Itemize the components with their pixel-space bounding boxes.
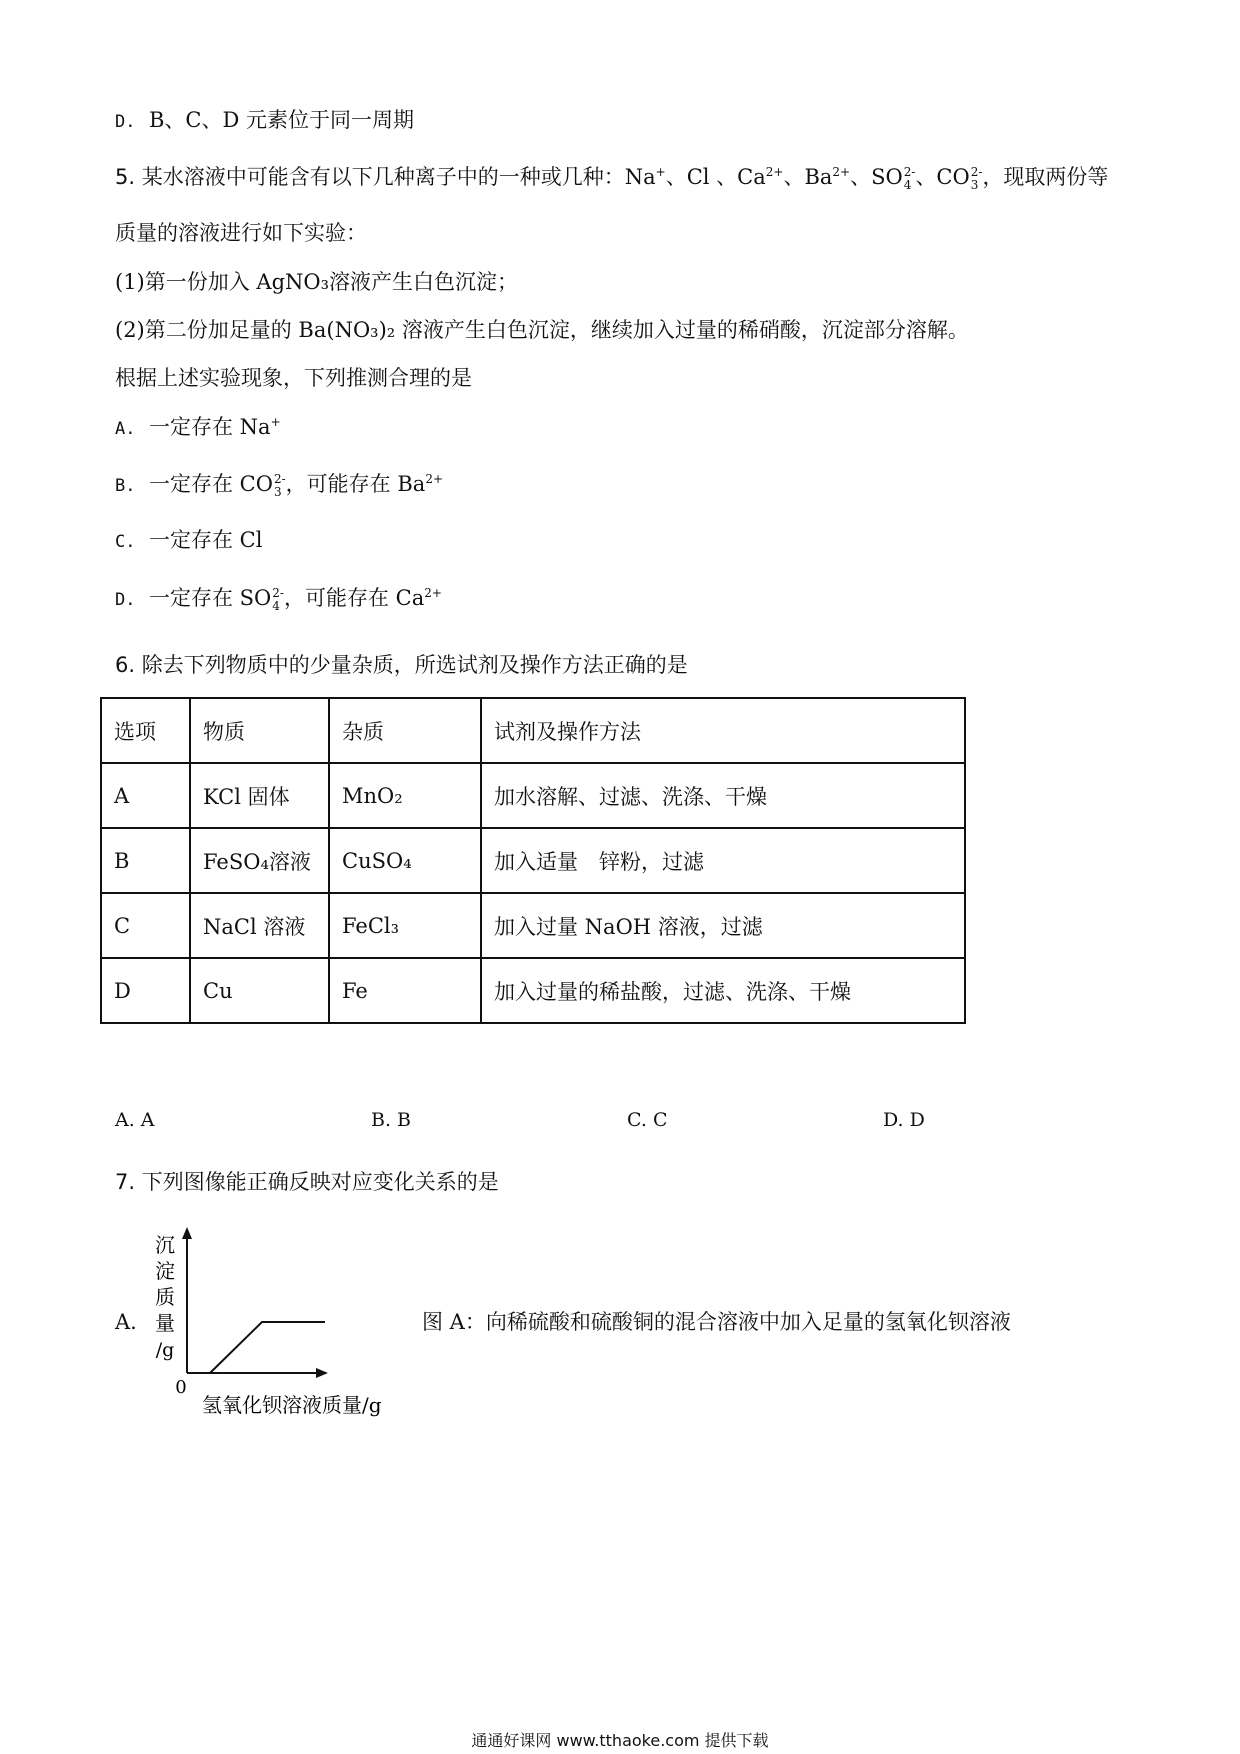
- q6-stem: [115, 655, 688, 676]
- q5-option-c: [115, 530, 262, 551]
- q7-stem: [115, 1172, 499, 1193]
- q5-stem-part: 某水溶液中可能含有以下几种离子中的一种或几种：Na: [141, 165, 656, 190]
- table-cell: C: [101, 893, 190, 958]
- y-axis-label-char: 沉: [155, 1233, 175, 1257]
- table-cell: NaCl 溶液: [190, 893, 329, 958]
- sulfate-charge: 2- 4: [272, 586, 284, 613]
- table-cell: 加水溶解、过滤、洗涤、干燥: [481, 763, 965, 828]
- table-cell: 加入适量 锌粉，过滤: [481, 828, 965, 893]
- y-axis-label-char: 质: [155, 1285, 175, 1309]
- table-row: [101, 828, 965, 893]
- table-header-row: [101, 698, 965, 763]
- q7-stem-text: 下列图像能正确反映对应变化关系的是: [141, 1170, 499, 1194]
- q6-answer-a[interactable]: A. A: [115, 1109, 155, 1131]
- q5-stem-text: 某水溶液中可能含有以下几种离子中的一种或几种：Na+、Cl 、$Ca^{2+}$、$Ba^{2+}$、SO 2- 4 、CO 2- 3 ，现取两份等: [141, 165, 1109, 192]
- q5-stem-line2: 质量的溶液进行如下实验：: [115, 221, 367, 245]
- y-axis-label-char: 量: [155, 1311, 175, 1335]
- table-cell: FeCl₃: [329, 893, 481, 958]
- q6-answer-c[interactable]: C. C: [627, 1109, 668, 1131]
- table-header-cell: 选项: [101, 698, 190, 763]
- q5-option-d: D. 一定存在 SO 2- 4 ，可能存在 $Ca^{2+}$: [115, 586, 442, 613]
- q6-options-table: [100, 697, 966, 1024]
- q5-experiment-2: (2)第二份加足量的 Ba(NO₃)₂ 溶液产生白色沉淀，继续加入过量的稀硝酸，沉淀部分溶解。: [115, 318, 969, 342]
- carbonate-charge: 2- 3: [273, 472, 286, 499]
- q6-stem-text: 除去下列物质中的少量杂质，所选试剂及操作方法正确的是: [141, 653, 688, 677]
- q4-option-d-label: D.: [115, 112, 136, 132]
- table-header-cell: 试剂及操作方法: [481, 698, 965, 763]
- q5-option-b: B. 一定存在 CO 2- 3 ，可能存在 $Ba^{2+}$: [115, 472, 444, 499]
- q5-question: 根据上述实验现象，下列推测合理的是: [115, 366, 472, 390]
- table-row: [101, 763, 965, 828]
- table-cell: A: [101, 763, 190, 828]
- q5-option-b-label: B.: [115, 476, 136, 497]
- y-axis-label-unit: /g: [155, 1339, 175, 1361]
- q4-option-d-text: B、C、D 元素位于同一周期: [149, 108, 415, 132]
- q7-graph-a: [140, 1225, 420, 1420]
- q5-option-a-label: A.: [115, 419, 136, 439]
- q5-experiment-1: (1)第一份加入 AgNO₃溶液产生白色沉淀；: [115, 270, 519, 294]
- table-cell: Cu: [190, 958, 329, 1023]
- table-cell: FeSO₄溶液: [190, 828, 329, 893]
- origin-label: 0: [175, 1377, 187, 1398]
- table-cell: B: [101, 828, 190, 893]
- q4-option-d: [115, 110, 414, 131]
- q7-graph-a-caption: 图 A：向稀硫酸和硫酸铜的混合溶液中加入足量的氢氧化钡溶液: [422, 1310, 1011, 1334]
- q6-answer-d[interactable]: D. D: [883, 1109, 925, 1131]
- q5-stem: [115, 166, 1108, 191]
- y-axis-label-char: 淀: [155, 1259, 175, 1283]
- q5-option-a-text: 一定存在 Na: [149, 415, 271, 439]
- q5-stem-part: 、CO: [915, 165, 970, 190]
- q5-number: 5.: [115, 165, 136, 190]
- q5-option-b-text: 一定存在 CO: [149, 472, 273, 497]
- table-cell: Fe: [329, 958, 481, 1023]
- table-cell: MnO₂: [329, 763, 481, 828]
- q5-option-d-text: ，可能存在 Ca: [283, 586, 425, 611]
- q6-answer-b[interactable]: B. B: [371, 1109, 412, 1131]
- table-row: [101, 893, 965, 958]
- q5-option-d-text: 一定存在 SO: [149, 586, 272, 611]
- page-footer: 通通好课网 www.tthaoke.com 提供下载: [471, 1731, 769, 1750]
- x-axis-label: 氢氧化钡溶液质量/g: [202, 1393, 382, 1417]
- carbonate-charge: 2- 3: [970, 165, 983, 192]
- table-row: [101, 958, 965, 1023]
- q5-stem-part: 、Ca: [716, 165, 766, 190]
- q5-option-c-text: 一定存在 Cl: [149, 528, 263, 552]
- table-cell: 加入过量的稀盐酸，过滤、洗涤、干燥: [481, 958, 965, 1023]
- q5-option-a: A. 一定存在 Na+: [115, 415, 281, 439]
- sulfate-charge: 2- 4: [903, 165, 916, 192]
- q5-option-d-label: D.: [115, 590, 136, 611]
- table-header-cell: 物质: [190, 698, 329, 763]
- q5-stem-part: ，现取两份等: [982, 165, 1109, 190]
- q5-option-c-label: C.: [115, 532, 136, 552]
- graph-curve: [210, 1322, 325, 1373]
- q5-stem-part: 、Cl: [665, 165, 717, 190]
- table-header-cell: 杂质: [329, 698, 481, 763]
- q7-number: 7.: [115, 1170, 136, 1194]
- q7-option-a-label: A.: [115, 1310, 137, 1334]
- table-cell: D: [101, 958, 190, 1023]
- q5-option-b-text: ，可能存在 Ba: [285, 472, 426, 497]
- q5-stem-part: 、Ba: [783, 165, 833, 190]
- table-cell: CuSO₄: [329, 828, 481, 893]
- y-axis-arrow: [182, 1227, 192, 1239]
- q6-number: 6.: [115, 653, 136, 677]
- q5-stem-part: 、SO: [850, 165, 903, 190]
- x-axis-arrow: [316, 1368, 328, 1378]
- table-cell: 加入过量 NaOH 溶液，过滤: [481, 893, 965, 958]
- table-cell: KCl 固体: [190, 763, 329, 828]
- q6-answer-choices: [115, 1109, 1015, 1135]
